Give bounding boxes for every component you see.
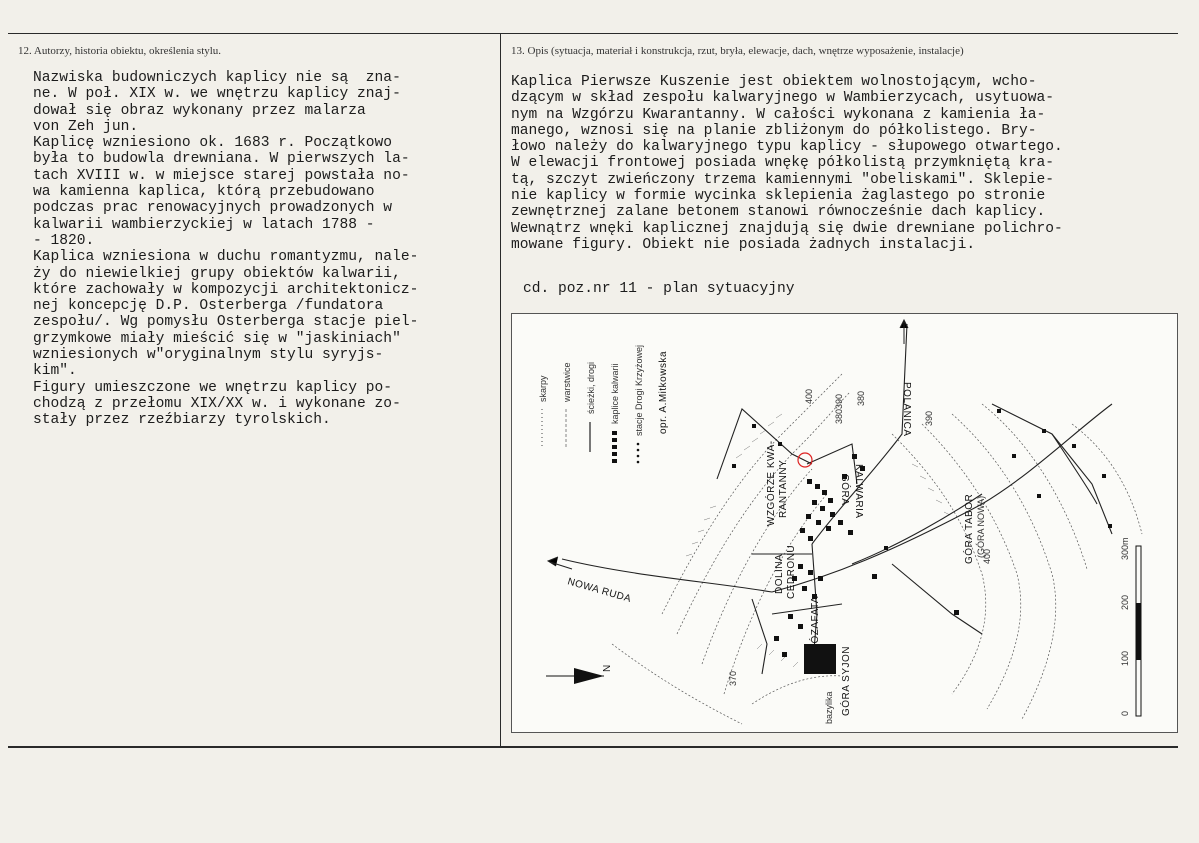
label-cedronu: CEDRONU xyxy=(786,544,797,599)
text-line: była to budowla drewniana. W pierwszych la- xyxy=(33,151,410,168)
label-bazylika: bazylika xyxy=(824,691,834,724)
label-wzgorze: WZGÓRZE KWA- xyxy=(766,440,777,526)
contour-lines xyxy=(612,374,1142,724)
text-line: które zachowały w kompozycji architektonicz- xyxy=(33,281,419,298)
label-kalwaria: KALWARIA xyxy=(853,464,864,519)
chapel-markers xyxy=(732,409,1112,674)
label-nowa-ruda: NOWA RUDA xyxy=(566,576,633,606)
text-line: von Zeh jun. xyxy=(33,118,139,135)
bottom-rule xyxy=(8,746,1178,748)
text-line: nej koncepcję D.P. Osterberga /fundatora xyxy=(33,298,384,315)
text-line: dzącym w skład zespołu kalwaryjnego w Wambierzycach, usytuowa- xyxy=(511,90,1054,107)
text-line: kalwarii wambierzyckiej w latach 1788 - xyxy=(33,216,375,233)
text-line: manego, wznosi się na planie zbliżonym do półkolistego. Bry- xyxy=(511,122,1037,139)
map-legend xyxy=(538,345,669,463)
label-rantanny: RANTANNY xyxy=(778,459,789,518)
contour-label-370: 370 xyxy=(728,670,738,686)
label-gora: GÓRA xyxy=(839,474,850,506)
text-line: Kaplicę wzniesiono ok. 1683 r. Początkowo xyxy=(33,135,393,152)
text-line: wzniesionych w"oryginalnym stylu syryjs- xyxy=(33,347,384,364)
text-line: mowane figury. Obiekt nie posiada żadnych instalacji. xyxy=(511,236,976,253)
text-line: Kaplica wzniesiona w duchu romantyzmu, nale- xyxy=(33,249,419,266)
text-line: zewnętrznej zalane betonem stanowi równocześnie dach kaplicy. xyxy=(511,204,1046,221)
text-line: Figury umieszczone we wnętrzu kaplicy po- xyxy=(33,379,393,396)
section-12-header: 12. Autorzy, historia obiektu, określenia stylu. xyxy=(18,45,222,57)
text-line: Wewnątrz wnęki kaplicznej znajdują się dwie drewniane polichro- xyxy=(511,220,1063,237)
text-line: nie kaplicy w formie wycinka sklepienia żaglastego po stronie xyxy=(511,188,1046,205)
legend-contours: warstwice xyxy=(562,362,572,402)
text-line: - 1820. xyxy=(33,232,95,249)
scale-0: 0 xyxy=(1120,710,1130,716)
north-label: N xyxy=(602,664,613,672)
contour-label-380: 380 xyxy=(856,390,866,406)
roads-and-paths xyxy=(562,324,1112,674)
text-line: tą, szczyt zwieńczony trzema kamiennymi "obeliskami". Sklepie- xyxy=(511,171,1054,188)
label-polanica: POLANICA xyxy=(901,382,912,437)
legend-chapels: kaplice kalwarii xyxy=(610,363,620,424)
text-line: zespołu/. Wg pomysłu Osterberga stacje piel- xyxy=(33,314,419,331)
legend-stations: stacje Drogi Krzyżowej xyxy=(634,344,644,436)
text-line: chodzą z przełomu XIX/XX w. i wykonane zo- xyxy=(33,395,401,412)
text-line: nym na Wzgórzu Kwarantanny. W całości wykonana z kamienia ła- xyxy=(511,106,1046,123)
map-caption: cd. poz.nr 11 - plan sytuacyjny xyxy=(523,281,795,297)
column-divider xyxy=(500,33,501,746)
label-jozafata: JÓZAFATA xyxy=(810,595,821,649)
label-gora-tabor: GÓRA TABOR xyxy=(964,493,975,564)
text-line: ży do niewielkiej grupy obiektów kalwarii, xyxy=(33,265,401,282)
legend-paths: ścieżki, drogi xyxy=(586,361,596,414)
contour-label-390b: 390 xyxy=(924,410,934,426)
top-rule xyxy=(8,33,1178,34)
description-text xyxy=(511,74,1063,253)
north-arrow xyxy=(546,664,613,684)
text-line: Nazwiska budowniczych kaplicy nie są zna- xyxy=(33,70,401,86)
site-plan-map xyxy=(511,313,1178,733)
site-plan-svg xyxy=(512,314,1177,732)
text-line: dował się obraz wykonany przez malarza xyxy=(33,102,366,119)
text-line: Kaplica Pierwsze Kuszenie jest obiektem wolnostojącym, wcho- xyxy=(511,74,1037,90)
history-text xyxy=(33,70,418,429)
contour-label-400b: 400 xyxy=(982,548,992,564)
scale-300m: 300m xyxy=(1120,537,1130,560)
scale-bar xyxy=(1120,537,1141,716)
map-author: opr. A.Mitkowska xyxy=(658,350,669,434)
text-line: podczas prac renowacyjnych prowadzonych w xyxy=(33,200,393,217)
contour-label-400: 400 xyxy=(804,388,814,404)
legend-slopes: skarpy xyxy=(538,375,548,402)
text-line: tach XVIII w. w miejsce starej powstała no- xyxy=(33,167,410,184)
scale-200: 200 xyxy=(1120,594,1130,610)
text-line: kim". xyxy=(33,363,77,380)
text-line: wa kamienna kaplica, którą przebudowano xyxy=(33,184,375,201)
text-line: łowo należy do kalwaryjnego typu kaplicy - słupowego otwartego. xyxy=(511,139,1063,156)
contour-label-390: 390 xyxy=(834,393,844,409)
text-line: grzymkowe miały mieścić się w "jaskiniach" xyxy=(33,330,401,347)
label-dolina: DOLINA xyxy=(774,553,785,594)
text-line: W elewacji frontowej posiada wnękę półkolistą przymkniętą kra- xyxy=(511,155,1054,172)
contour-label-380b: 380 xyxy=(834,408,844,424)
label-gora-syjon: GÓRA SYJON xyxy=(841,645,852,716)
section-13-header: 13. Opis (sytuacja, materiał i konstrukcja, rzut, bryła, elewacje, dach, wnętrze wyposażenie, instalacje) xyxy=(511,45,964,57)
text-line: stały przez rzeźbiarzy tyrolskich. xyxy=(33,412,331,429)
text-line: ne. W poł. XIX w. we wnętrzu kaplicy znaj- xyxy=(33,86,401,103)
north-arrow-pointer xyxy=(548,320,908,569)
scale-100: 100 xyxy=(1120,650,1130,666)
label-gora-nowa: (GÓRA NOWA) xyxy=(976,495,986,558)
